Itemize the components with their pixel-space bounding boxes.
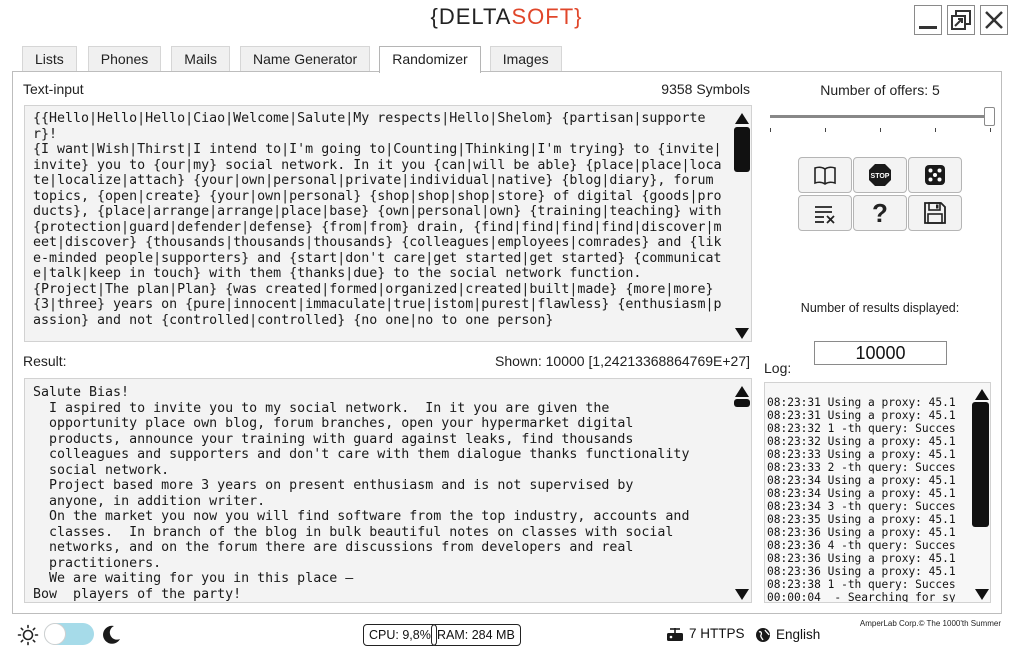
app-logo: [0, 4, 1013, 30]
logo-part-left: {DELTA: [430, 4, 512, 29]
minimize-button[interactable]: [914, 5, 942, 35]
log-line: 00:00:04 - Searching for sy: [767, 591, 956, 603]
theme-toggle-knob[interactable]: [44, 623, 66, 645]
results-displayed-label: Number of results displayed:: [800, 301, 960, 315]
close-icon: [983, 9, 1005, 31]
minimize-icon: [917, 9, 939, 31]
log-line: 08:23:35 Using a proxy: 45.1: [767, 513, 956, 526]
tab-mails[interactable]: Mails: [171, 46, 230, 72]
help-icon: ?: [872, 197, 888, 228]
slider-tick: [770, 128, 771, 132]
log-area[interactable]: [764, 382, 991, 603]
book-icon: [812, 162, 838, 188]
dark-theme-button[interactable]: [99, 623, 123, 647]
log-line: 08:23:38 1 -th query: Succes: [767, 578, 956, 591]
result-scroll-up[interactable]: [735, 386, 749, 397]
result-area[interactable]: [24, 378, 752, 603]
log-line: 08:23:31 Using a proxy: 45.1: [767, 396, 956, 409]
help-button[interactable]: [853, 195, 907, 231]
log-line: 08:23:36 Using a proxy: 45.1: [767, 552, 956, 565]
result-scroll-down[interactable]: [735, 589, 749, 600]
log-scroll-down[interactable]: [975, 589, 989, 600]
slider-tick: [880, 128, 881, 132]
text-input-label: Text-input: [23, 81, 84, 97]
cpu-usage-badge: CPU: 9,8%: [363, 624, 437, 646]
language-selector[interactable]: English: [776, 627, 821, 642]
offers-label: Number of offers: 5: [820, 82, 940, 98]
save-button[interactable]: [908, 195, 962, 231]
save-icon: [922, 200, 948, 226]
slider-tick: [935, 128, 936, 132]
log-line: 08:23:33 2 -th query: Succes: [767, 461, 956, 474]
text-input-scroll-up[interactable]: [735, 113, 749, 124]
log-line: 08:23:34 3 -th query: Succes: [767, 500, 956, 513]
tab-phones[interactable]: Phones: [88, 46, 161, 72]
tab-images[interactable]: Images: [490, 46, 562, 72]
symbol-count: 9358 Symbols: [661, 81, 750, 97]
language-selector-icon-wrap[interactable]: [755, 627, 771, 643]
log-lines: [767, 396, 974, 603]
tab-lists[interactable]: Lists: [22, 46, 77, 72]
result-shown-count: Shown: 10000 [1,24213368864769E+27]: [495, 353, 750, 369]
stop-icon: [867, 162, 893, 188]
log-line: 08:23:33 Using a proxy: 45.1: [767, 448, 956, 461]
slider-tick: [825, 128, 826, 132]
stop-icon-label: STOP: [870, 173, 890, 180]
result-scrollbar-thumb[interactable]: [734, 399, 750, 407]
tab-name-generator[interactable]: Name Generator: [240, 46, 370, 72]
offers-slider-fill: [770, 115, 990, 118]
logo-part-right: SOFT}: [511, 4, 583, 29]
offers-slider-thumb[interactable]: [984, 107, 995, 126]
tab-randomizer[interactable]: Randomizer: [379, 46, 480, 73]
clear-list-button[interactable]: [798, 195, 852, 231]
log-line: 08:23:36 4 -th query: Succes: [767, 539, 956, 552]
text-input-content: {{Hello|Hello|Hello|Ciao|Welcome|Salute|My respects|Hello|Shelom} {partisan|supporter}! {I want|Wish|Thirst|I intend to|I'm going to|Counting|Thinking|I'm trying} to {invite|invite} you to {our|my} social network. In it you {can|will be able} {place|place|locate|localize|attach} {your|own|personal|private|individual|native} {blog|diary}, forum topics, {open|create} {your|own|personal} {shop|shop|shop|store} of digital {goods|products}, {place|arrange|arrange|place|base} {own|personal|own} {training|teaching} with {protection|guard|defender|defense} {from|from} drain, {find|find|find|find|discover|meet|discover} {thousands|thousands|thousands} {colleagues|employees|comrades} and {like-minded people|supporters} and {start|don't care|get started|get started} {communicate|talk|keep in touch} with them {thanks|due} to the social network function. {Project|The plan|Plan} {was created|formed|organized|created|built|made} {more|more} {3|three} years on {pure|innocent|immaculate|true|istom|purest|flawless} {enthusiasm|passion} and not {controlled|controlled} {no one|no to one person}: [33, 111, 722, 328]
proxy-count-icon-wrap: [666, 627, 684, 643]
book-button[interactable]: [798, 157, 852, 193]
globe-icon: [755, 627, 771, 643]
text-input-area[interactable]: [24, 105, 752, 342]
log-line: 08:23:34 Using a proxy: 45.1: [767, 487, 956, 500]
dice-icon: [922, 162, 948, 188]
log-scrollbar-thumb[interactable]: [972, 402, 989, 527]
log-line: 08:23:36 Using a proxy: 45.1: [767, 526, 956, 539]
log-line: 08:23:32 1 -th query: Succes: [767, 422, 956, 435]
log-line: 08:23:31 Using a proxy: 45.1: [767, 409, 956, 422]
server-icon: [666, 627, 684, 643]
sun-icon: [17, 624, 39, 646]
close-button[interactable]: [980, 5, 1008, 35]
light-theme-button[interactable]: [17, 624, 39, 646]
text-input-scroll-down[interactable]: [735, 328, 749, 339]
https-proxy-count: 7 HTTPS: [689, 626, 745, 641]
maximize-button[interactable]: [947, 5, 975, 35]
text-input-scrollbar-thumb[interactable]: [734, 127, 750, 172]
tab-bar: [22, 46, 562, 72]
restore-window-icon: [950, 9, 972, 31]
slider-tick: [990, 128, 991, 132]
result-label: Result:: [23, 353, 67, 369]
results-displayed-input[interactable]: 10000: [814, 341, 947, 365]
randomize-button[interactable]: [908, 157, 962, 193]
moon-icon: [99, 623, 123, 647]
log-scroll-up[interactable]: [975, 389, 989, 400]
clear-list-icon: [812, 200, 838, 226]
result-content: Salute Bias! I aspired to invite you to my social network. In it you are given the opportunity place own blog, forum branches, open your hypermarket digital products, announce your training with guard against leaks, find thousands colleagues and supporters and don't care with them dialogue thanks functionality social network. Project based more 3 years on present enthusiasm and is not supervised by anyone, in addition writer. On the market you now you will find software from the top industry, accounts and classes. In branch of the blog in bulk beautiful notes on classes with social networks, and on the forum there are discussions from developers and real practitioners. We are waiting for you in this place – Bow players of the party!: [33, 385, 690, 602]
ram-usage-badge: RAM: 284 MB: [431, 624, 521, 646]
stop-button[interactable]: [853, 157, 907, 193]
log-label: Log:: [764, 360, 792, 376]
log-line: 08:23:36 Using a proxy: 45.1: [767, 565, 956, 578]
log-line: 08:23:34 Using a proxy: 45.1: [767, 474, 956, 487]
log-line: 08:23:32 Using a proxy: 45.1: [767, 435, 956, 448]
copyright-text: AmperLab Corp.© The 1000'th Summer: [859, 619, 1001, 628]
